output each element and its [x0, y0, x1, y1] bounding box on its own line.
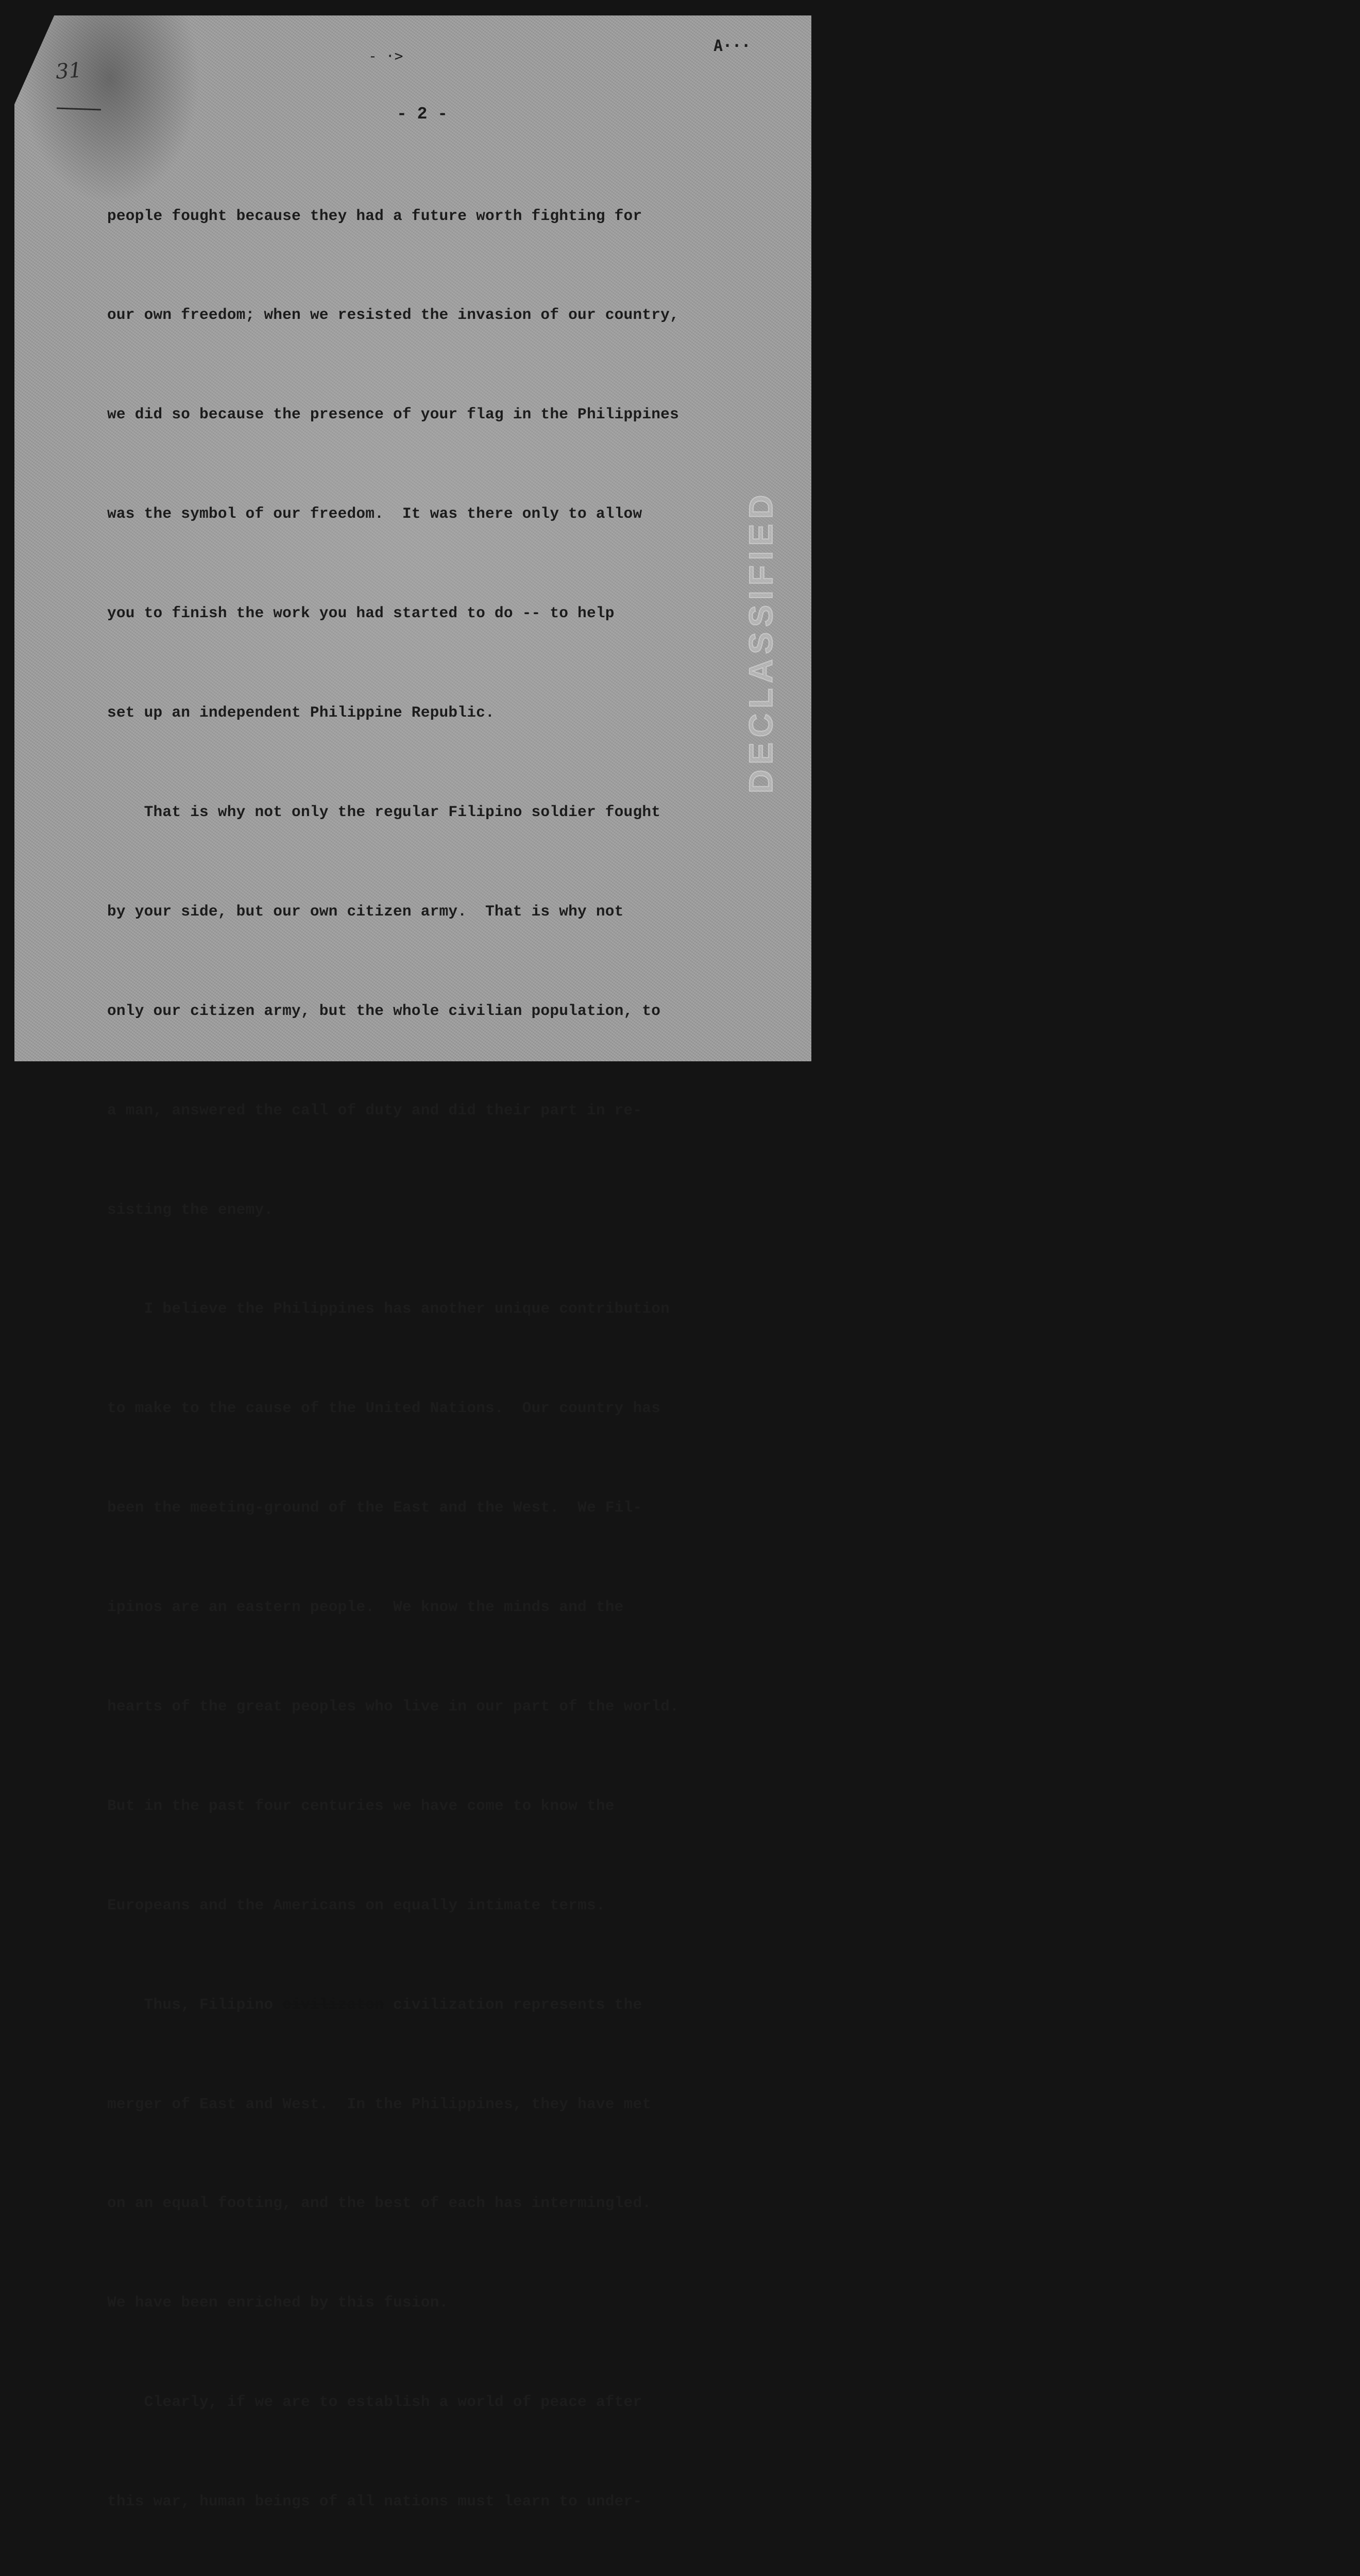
text-line: That is why not only the regular Filipino soldier fought	[107, 803, 661, 821]
typed-body-text	[107, 133, 679, 2576]
text-line: been the meeting-ground of the East and the West. We Fil-	[107, 1499, 642, 1517]
text-line: But in the past four centuries we have come to know the	[107, 1797, 615, 1815]
text-line: merger of East and West. In the Philippines, they have met	[107, 2095, 652, 2113]
struck-out-word: civilizaton	[282, 1995, 384, 2013]
text-line: by your side, but our own citizen army. That is why not	[107, 902, 624, 920]
text-line: was the symbol of our freedom. It was there only to allow	[107, 505, 642, 523]
text-line: our own freedom; when we resisted the invasion of our country,	[107, 306, 679, 324]
text-line: hearts of the great peoples who live in our part of the world.	[107, 1697, 679, 1715]
text-line: a man, answered the call of duty and did their part in re-	[107, 1101, 642, 1119]
text-line: sisting the enemy.	[107, 1200, 274, 1218]
text-segment: civilization represents the	[384, 1995, 642, 2013]
handwritten-page-mark: 31	[55, 58, 83, 84]
text-line: on an equal footing, and the best of each has intermingled.	[107, 2194, 652, 2212]
text-line: you to finish the work you had started to do -- to help	[107, 604, 615, 622]
text-line: Clearly, if we are to establish a world of peace after	[107, 2393, 642, 2411]
top-right-mark: A···	[713, 37, 751, 55]
top-center-mark: - ·>	[368, 47, 403, 64]
text-line: only our citizen army, but the whole civilian population, to	[107, 1002, 661, 1020]
text-line: We have been enriched by this fusion.	[107, 2294, 449, 2312]
text-line: Europeans and the Americans on equally intimate terms.	[107, 1896, 605, 1914]
text-line: to make to the cause of the United Nations. Our country has	[107, 1399, 661, 1417]
text-line: I believe the Philippines has another unique contribution	[107, 1300, 670, 1318]
text-segment: Thus, Filipino	[107, 1995, 283, 2013]
text-line: people fought because they had a future worth fighting for	[107, 207, 642, 225]
text-line-with-strikethrough	[107, 1988, 679, 2021]
page-number: - 2 -	[397, 105, 448, 124]
text-line: we did so because the presence of your flag in the Philippines	[107, 405, 679, 423]
declassified-stamp	[742, 762, 1360, 793]
text-line: ipinos are an eastern people. We know the minds and the	[107, 1598, 624, 1616]
text-line: this war, human beings of all nations must learn to under-	[107, 2493, 642, 2511]
text-line: set up an independent Philippine Republic.	[107, 704, 495, 722]
